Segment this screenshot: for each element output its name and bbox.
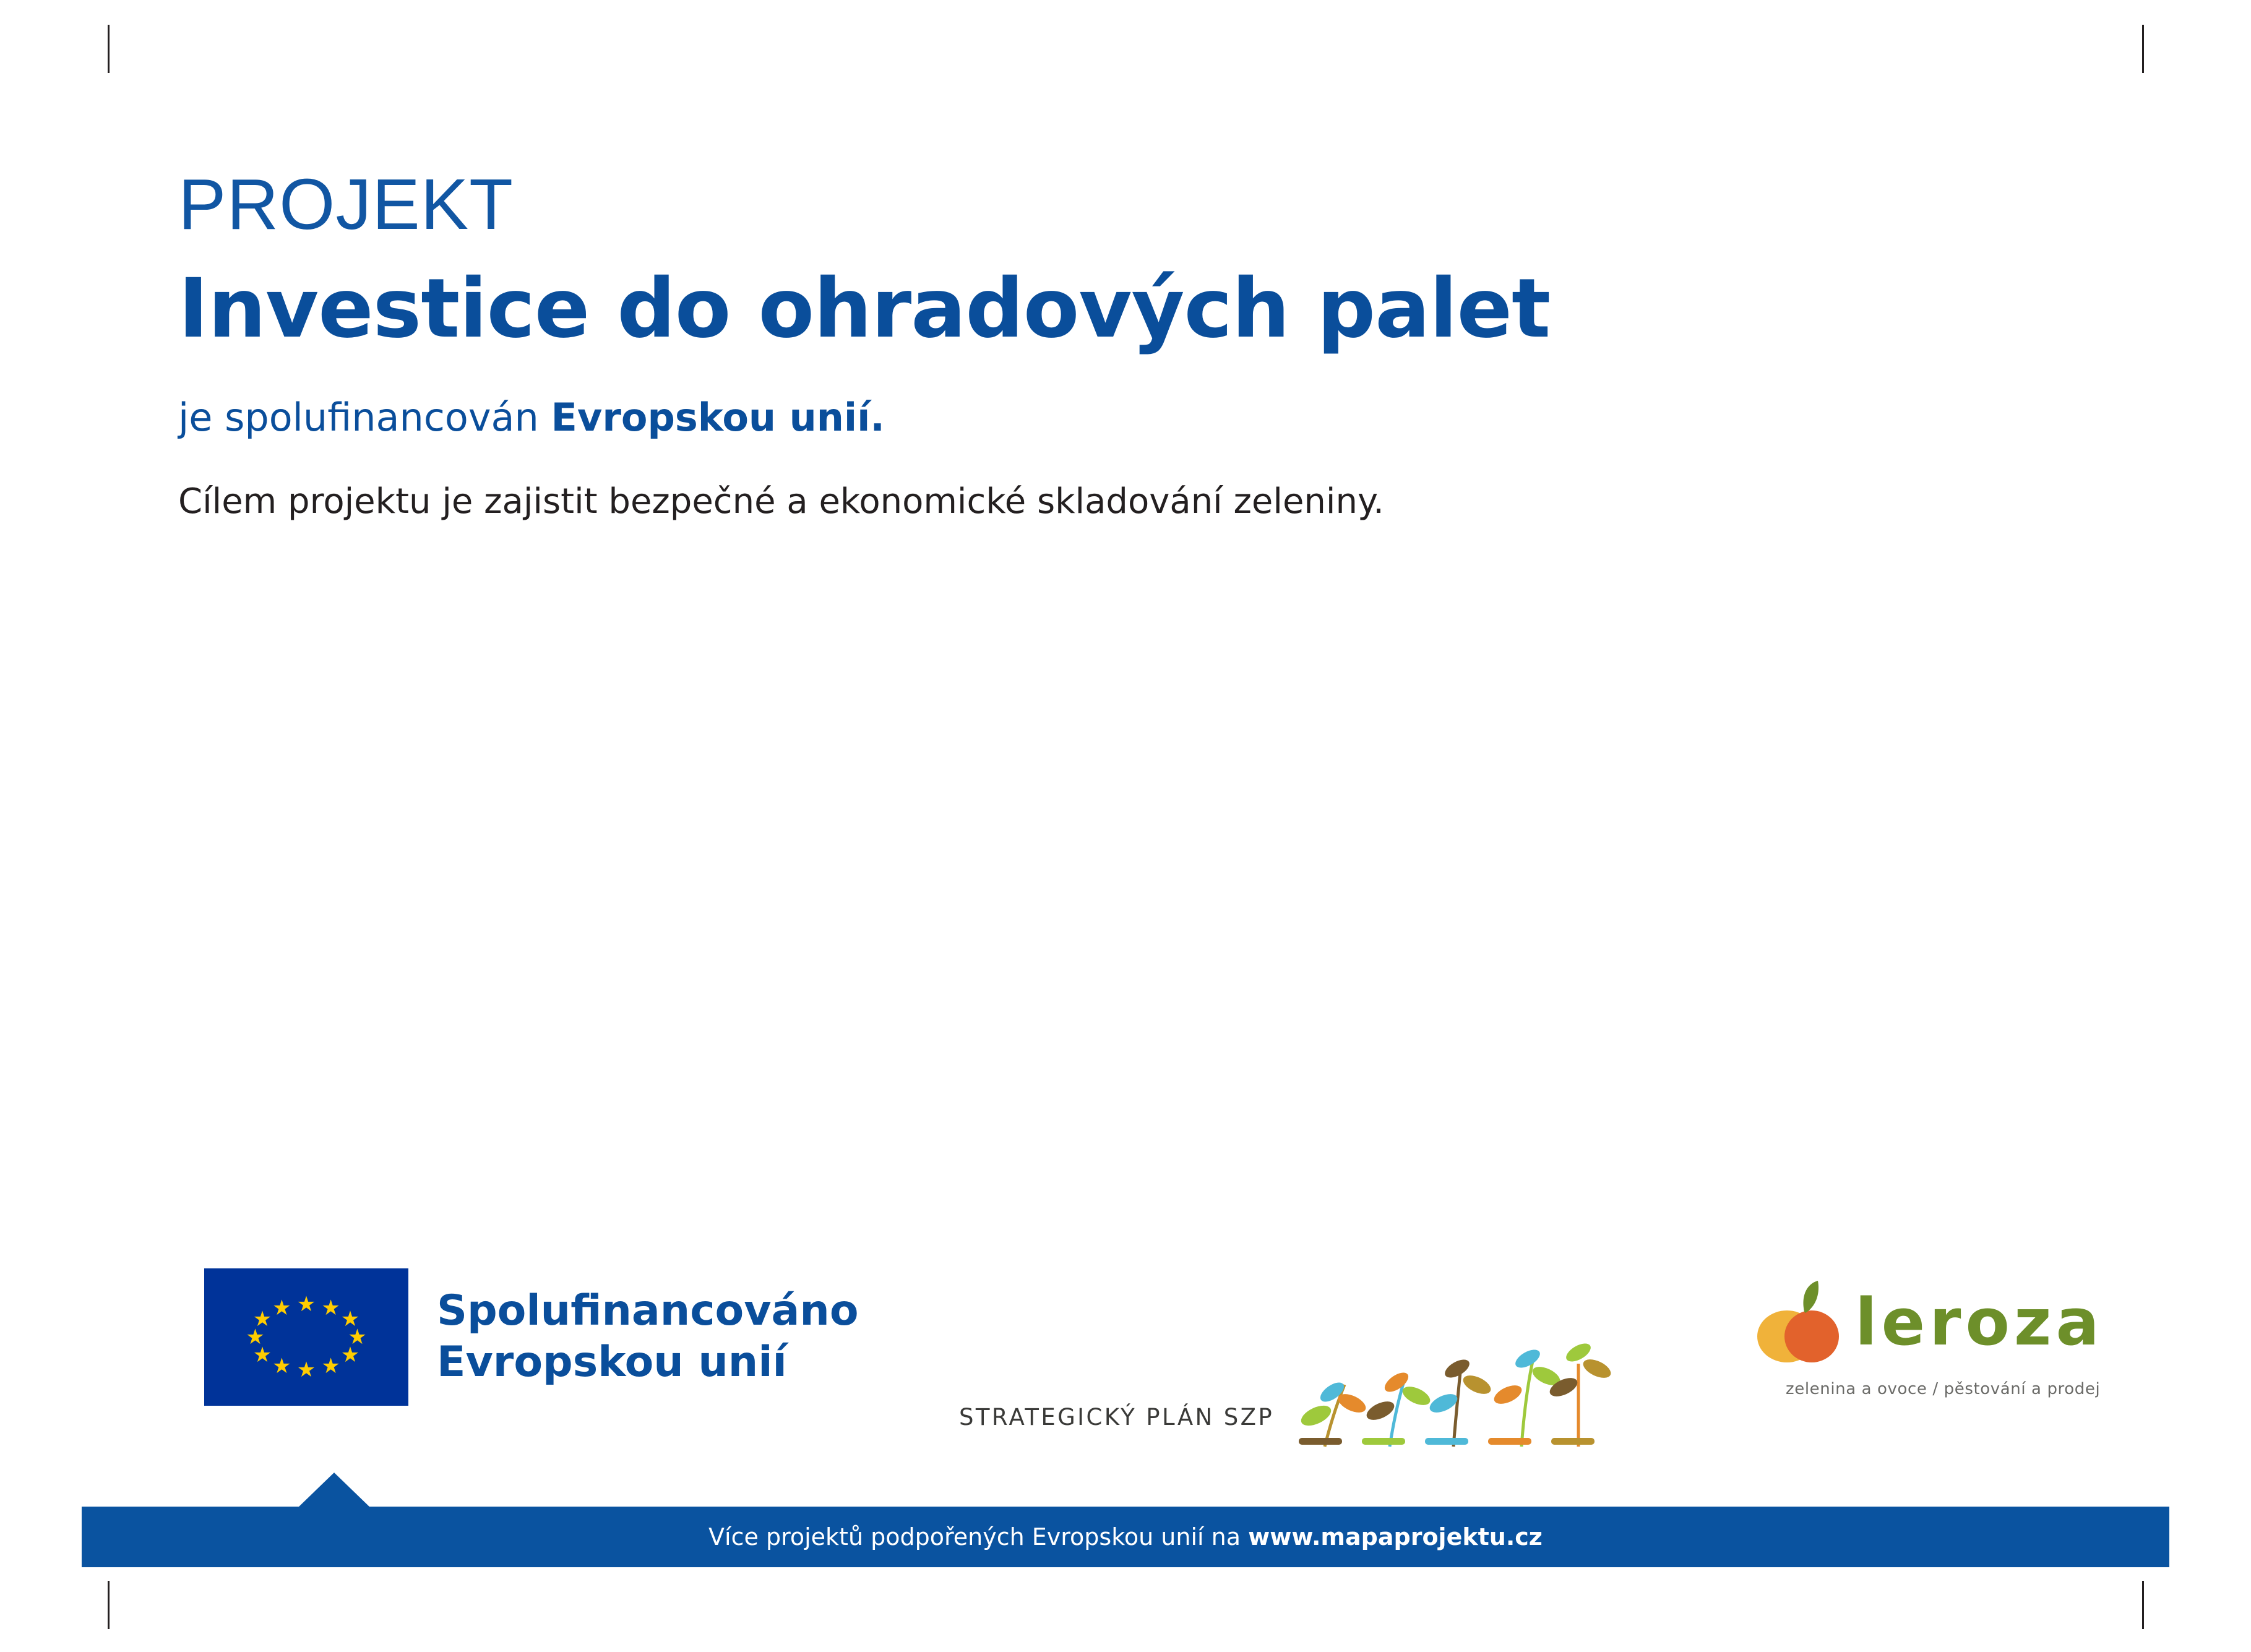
eu-star-icon: ★ <box>272 1353 291 1379</box>
bottom-bar-text <box>708 1523 1543 1551</box>
bottom-bar <box>82 1507 2169 1567</box>
leroza-logo-main <box>1751 1276 2104 1369</box>
page-kicker: PROJEKT <box>178 164 514 244</box>
leroza-logo <box>1751 1276 2104 1398</box>
szp-logo-label: STRATEGICKÝ PLÁN SZP <box>959 1404 1275 1430</box>
eu-star-icon: ★ <box>340 1307 360 1332</box>
eu-star-icon: ★ <box>340 1342 360 1367</box>
crop-mark-bottom-right <box>2142 1581 2144 1629</box>
szp-logo <box>959 1307 1622 1437</box>
eu-star-icon: ★ <box>321 1296 340 1321</box>
eu-star-icon: ★ <box>296 1357 316 1383</box>
crop-mark-top-right <box>2142 25 2144 73</box>
eu-logo-line-1: Spolufinancováno <box>437 1286 859 1336</box>
poster-content <box>178 164 2034 525</box>
eu-logo-line-2: Evropskou unií <box>437 1338 787 1387</box>
leroza-wordmark: leroza <box>1855 1284 2104 1360</box>
bottom-bar-arrow <box>297 1473 371 1508</box>
funding-statement-emphasis: Evropskou unií. <box>551 394 885 440</box>
eu-star-icon: ★ <box>252 1307 272 1332</box>
page-title: Investice do ohradových palet <box>178 260 1551 356</box>
bottom-bar-text-prefix: Více projektů podpořených Evropskou unií na <box>708 1523 1249 1551</box>
leroza-tagline: zelenina a ovoce / pěstování a prodej <box>1786 1380 2101 1398</box>
eu-logo <box>204 1268 859 1406</box>
funding-statement-prefix: je spolufinancován <box>178 394 551 440</box>
eu-star-icon: ★ <box>246 1325 265 1349</box>
crop-mark-bottom-left <box>108 1581 110 1629</box>
project-goal-text: Cílem projektu je zajistit bezpečné a ekonomické skladování zeleniny. <box>178 481 1384 522</box>
crop-mark-top-left <box>108 25 110 73</box>
eu-star-icon: ★ <box>321 1353 340 1379</box>
bottom-bar-link[interactable]: www.mapaprojektu.cz <box>1248 1523 1543 1551</box>
szp-plants-icon <box>1288 1323 1622 1453</box>
eu-star-icon: ★ <box>272 1296 291 1321</box>
eu-star-icon: ★ <box>296 1291 316 1317</box>
eu-star-icon: ★ <box>252 1342 272 1367</box>
leroza-fruit-icon <box>1751 1276 1844 1369</box>
eu-logo-text <box>437 1286 859 1388</box>
funding-statement <box>178 394 2034 442</box>
logo-row <box>204 1256 2104 1442</box>
eu-star-icon: ★ <box>348 1325 367 1349</box>
eu-flag-icon <box>204 1268 408 1406</box>
